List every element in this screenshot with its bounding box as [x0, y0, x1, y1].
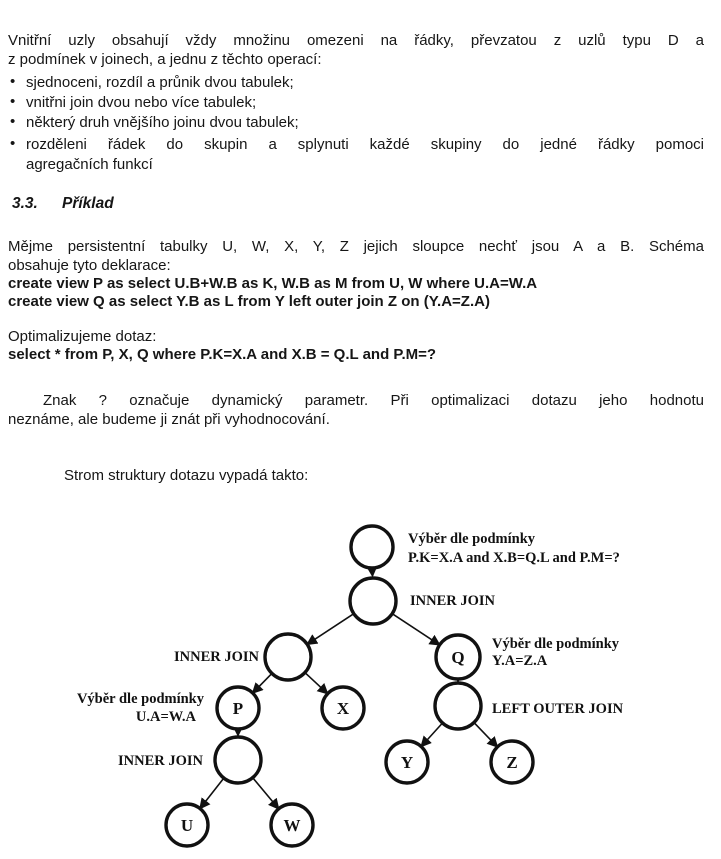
- q-label-line-2: Y.A=Z.A: [492, 653, 548, 669]
- bullet-4-text-line-1: rozděleni řádek do skupin a splynuti každé skupiny do jedné řádky pomoci: [26, 136, 704, 153]
- bullet-icon: •: [10, 73, 16, 90]
- node-letter-x: X: [336, 699, 350, 718]
- tree-edge: [392, 614, 439, 645]
- tree-node-root-select: [351, 526, 393, 568]
- tree-edge: [305, 673, 328, 694]
- optimize-label: Optimalizujeme dotaz:: [8, 328, 157, 345]
- node-letter-w: W: [283, 816, 301, 835]
- query-tree-diagram: [0, 514, 721, 859]
- tree-edge: [307, 614, 354, 645]
- dynamic-param-line-1: Znak ? označuje dynamický parametr. Při optimalizaci dotazu jeho hodnotu: [43, 392, 704, 409]
- node-letter-q: Q: [451, 648, 465, 667]
- p-label-line-1: Výběr dle podmínky: [76, 691, 204, 707]
- tree-node-left-outer-join: [435, 683, 481, 729]
- inner-join-left-label: INNER JOIN: [174, 649, 259, 665]
- left-outer-join-label: LEFT OUTER JOIN: [492, 701, 624, 717]
- section-number: 3.3.: [12, 195, 38, 212]
- tree-node-inner-join-top: [350, 578, 396, 624]
- dynamic-param-line-2: neznáme, ale budeme ji znát při vyhodnocování.: [8, 411, 330, 428]
- bullet-3-text: některý druh vnějšího joinu dvou tabulek;: [26, 114, 299, 131]
- tree-edge: [253, 778, 279, 809]
- tree-edge: [474, 723, 497, 747]
- sql-select-query: select * from P, X, Q where P.K=X.A and X.B = Q.L and P.M=?: [8, 346, 437, 363]
- section-title: Příklad: [62, 195, 114, 212]
- node-letter-y: Y: [400, 753, 414, 772]
- bullet-icon: •: [10, 93, 16, 110]
- bullet-icon: •: [10, 113, 16, 130]
- bullet-icon: •: [10, 135, 16, 152]
- sql-create-view-q: create view Q as select Y.B as L from Y left outer join Z on (Y.A=Z.A): [8, 293, 490, 310]
- node-letter-p: P: [232, 699, 244, 718]
- inner-join-bottom-label: INNER JOIN: [118, 753, 203, 769]
- intro-line-1: Vnitřní uzly obsahují vždy množinu omezeni na řádky, převzatou z uzlů typu D a: [8, 32, 704, 49]
- schema-line-1: Mějme persistentní tabulky U, W, X, Y, Z jejich sloupce nechť jsou A a B. Schéma: [8, 238, 704, 255]
- schema-line-2: obsahuje tyto deklarace:: [8, 257, 171, 274]
- bullet-4-text-line-2: agregačních funkcí: [26, 156, 153, 173]
- tree-intro-text: Strom struktury dotazu vypadá takto:: [64, 467, 309, 484]
- bullet-2-text: vnitřni join dvou nebo více tabulek;: [26, 94, 257, 111]
- intro-line-2: z podmínek v joinech, a jednu z těchto operací:: [8, 51, 322, 68]
- root-label-line-2: P.K=X.A and X.B=Q.L and P.M=?: [408, 550, 620, 566]
- tree-node-inner-join-left: [265, 634, 311, 680]
- tree-node-inner-join-bottom: [215, 737, 261, 783]
- q-label-line-1: Výběr dle podmínky: [492, 636, 620, 652]
- bullet-1-text: sjednoceni, rozdíl a průnik dvou tabulek;: [26, 74, 294, 91]
- sql-create-view-p: create view P as select U.B+W.B as K, W.B as M from U, W where U.A=W.A: [8, 275, 538, 292]
- node-letter-z: Z: [506, 753, 518, 772]
- tree-edge: [253, 673, 272, 693]
- node-letter-u: U: [180, 816, 194, 835]
- root-label-line-1: Výběr dle podmínky: [408, 531, 536, 547]
- p-label-line-2: U.A=W.A: [135, 709, 196, 725]
- tree-edge: [200, 778, 224, 808]
- tree-edge: [421, 723, 442, 747]
- inner-join-top-label: INNER JOIN: [410, 593, 495, 609]
